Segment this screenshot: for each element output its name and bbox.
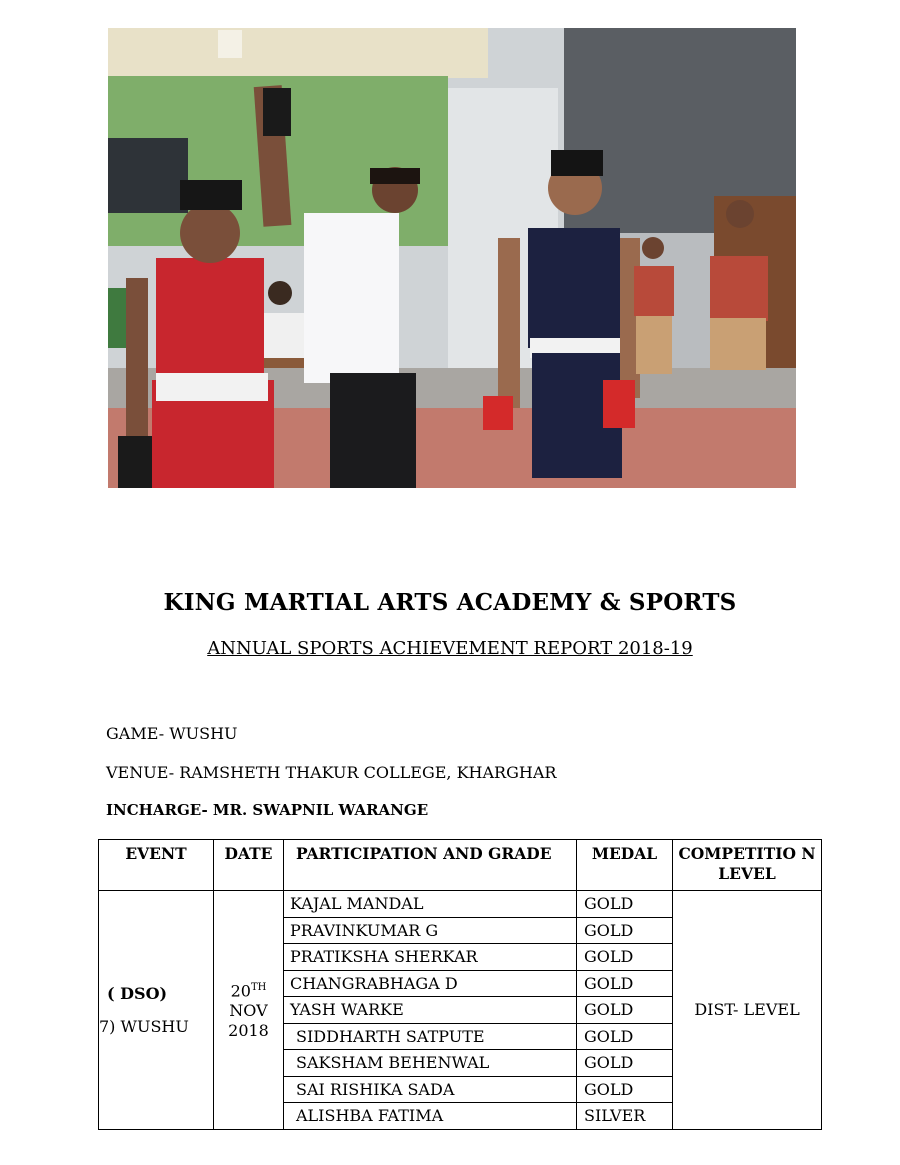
results-table <box>98 839 822 1130</box>
participant-name: SAKSHAM BEHENWAL <box>284 1050 577 1077</box>
date-year: 2018 <box>228 1021 269 1041</box>
participant-medal: GOLD <box>577 997 673 1024</box>
participant-name: SAI RISHIKA SADA <box>284 1076 577 1103</box>
event-game: 7) WUSHU <box>99 1016 189 1036</box>
header-participation: PARTICIPATION AND GRADE <box>284 840 577 891</box>
event-photo <box>108 28 796 488</box>
participant-name: KAJAL MANDAL <box>284 891 577 918</box>
table-row <box>99 891 822 918</box>
participant-medal: GOLD <box>577 891 673 918</box>
level-cell: DIST- LEVEL <box>673 891 822 1130</box>
game-label: GAME- WUSHU <box>106 724 238 743</box>
participant-medal: GOLD <box>577 1023 673 1050</box>
date-cell <box>214 891 284 1130</box>
participant-name: YASH WARKE <box>284 997 577 1024</box>
participant-name: SIDDHARTH SATPUTE <box>284 1023 577 1050</box>
page-title: KING MARTIAL ARTS ACADEMY & SPORTS <box>163 589 737 616</box>
date-day: 20 <box>230 981 251 1001</box>
event-category: ( DSO) <box>107 983 168 1003</box>
incharge-label: INCHARGE- MR. SWAPNIL WARANGE <box>106 801 429 819</box>
header-date: DATE <box>214 840 284 891</box>
table-body <box>99 891 822 1130</box>
participant-medal: GOLD <box>577 1076 673 1103</box>
participant-name: PRATIKSHA SHERKAR <box>284 944 577 971</box>
participant-medal: GOLD <box>577 970 673 997</box>
participant-medal: GOLD <box>577 1050 673 1077</box>
table-header-row <box>99 840 822 891</box>
venue-label: VENUE- RAMSHETH THAKUR COLLEGE, KHARGHAR <box>106 763 557 782</box>
report-subtitle: ANNUAL SPORTS ACHIEVEMENT REPORT 2018-19 <box>207 638 693 659</box>
participant-medal: GOLD <box>577 944 673 971</box>
header-event: EVENT <box>99 840 214 891</box>
date-month: NOV <box>229 1001 268 1021</box>
participant-name: PRAVINKUMAR G <box>284 917 577 944</box>
date-suffix: TH <box>250 982 267 994</box>
event-cell <box>99 891 214 1130</box>
header-medal: MEDAL <box>577 840 673 891</box>
participant-medal: GOLD <box>577 917 673 944</box>
participant-name: ALISHBA FATIMA <box>284 1103 577 1130</box>
header-level: COMPETITIO N LEVEL <box>673 840 822 891</box>
participant-name: CHANGRABHAGA D <box>284 970 577 997</box>
participant-medal: SILVER <box>577 1103 673 1130</box>
